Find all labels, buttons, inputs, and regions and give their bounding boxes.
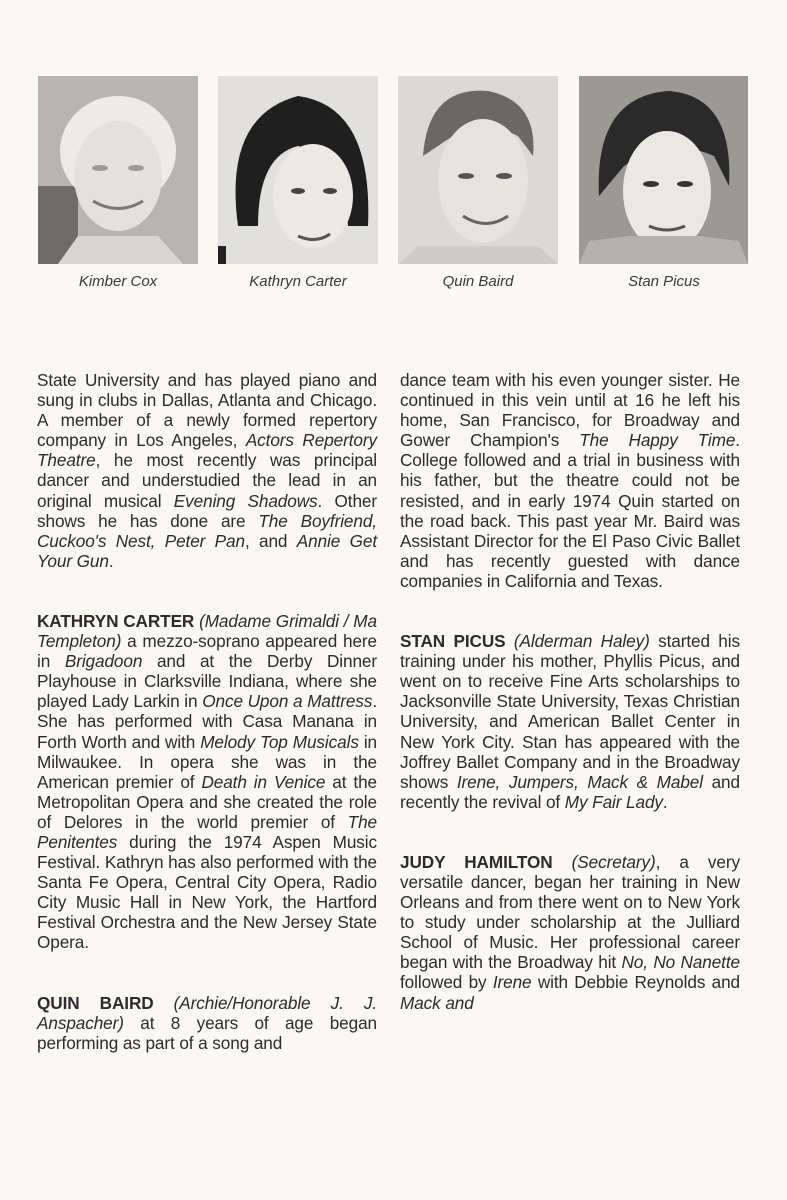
photo-kimber-cox: [38, 76, 198, 264]
bio-stan-picus: STAN PICUS (Alderman Haley) started his training under his mother, Phyllis Picus, and went on to receive Fine Arts scholarships to Jacksonville State University, Texas Christian University, and American Ballet Center in New York City. Stan has appeared with the Joffrey Ballet Company and in the Broadway shows Irene, Jumpers, Mack & Mabel and recently the revival of My Fair Lady.: [400, 631, 740, 812]
photo-stan-picus: [579, 76, 748, 264]
bio-role: (Alderman Haley): [513, 631, 650, 652]
portrait-image: [218, 76, 378, 264]
bio-role: (Archie/Honorable J. J. Anspacher): [37, 992, 377, 1033]
portrait-image: [579, 76, 748, 264]
left-column: [37, 370, 377, 1053]
portrait-image: [38, 76, 198, 264]
caption-quin-baird: Quin Baird: [442, 273, 514, 290]
bio-quin-baird-continued: dance team with his even younger sister. He continued in this vein until at 16 he left his home, San Francisco, for Broadway and Gower Champion's The Happy Time. College followed and a trial in business with his father, but the theatre could not be resisted, and in early 1974 Quin started on the road back. This past year Mr. Baird was Assistant Director for the El Paso Civic Ballet and has recently guested with dance companies in California and Texas.: [400, 370, 740, 591]
photo-quin-baird: [398, 76, 558, 264]
portrait-image: [398, 76, 558, 264]
photo-kathryn-carter: [218, 76, 378, 264]
caption-kathryn-carter: Kathryn Carter: [249, 273, 347, 290]
bio-role: (Madame Grimaldi / Ma Templeton): [37, 610, 377, 652]
bio-judy-hamilton: JUDY HAMILTON (Secretary), a very versatile dancer, began her training in New Orleans and from there went on to New York to study under scholarship at the Julliard School of Music. Her professional career began with the Broadway hit No, No Nanette followed by Irene with Debbie Reynolds and Mack and: [400, 851, 740, 1013]
caption-stan-picus: Stan Picus: [628, 273, 700, 290]
bio-name: KATHRYN CARTER: [37, 610, 195, 631]
caption-kimber-cox: Kimber Cox: [78, 273, 158, 290]
bio-name: JUDY HAMILTON: [400, 851, 553, 872]
bio-kathryn-carter: KATHRYN CARTER (Madame Grimaldi / Ma Templeton) a mezzo-soprano appeared here in Brigadoon and at the Derby Dinner Playhouse in Clarksville Indiana, where she played Lady Larkin in Once Upon a Mattress. She has performed with Casa Manana in Forth Worth and with Melody Top Musicals in Milwaukee. In opera she was in the American premier of Death in Venice at the Metropolitan Opera and she created the role of Delores in the world premier of The Penitentes during the 1974 Aspen Music Festival. Kathryn has also performed with the Santa Fe Opera, Central City Opera, Radio City Music Hall in New York, the Hartford Festival Orchestra and the New Jersey State Opera.: [37, 610, 378, 953]
bio-continuation-intro: State University and has played piano and sung in clubs in Dallas, Atlanta and Chicago. A member of a newly formed repertory company in Los Angeles, Actors Repertory Theatre, he most recently was principal dancer and understudied the lead in an original musical Evening Shadows. Other shows he has done are The Boyfriend, Cuckoo's Nest, Peter Pan, and Annie Get Your Gun.: [37, 370, 378, 571]
bio-name: QUIN BAIRD: [37, 992, 154, 1013]
bio-name: STAN PICUS: [400, 631, 506, 652]
right-column: [400, 370, 740, 1013]
bio-quin-baird: QUIN BAIRD (Archie/Honorable J. J. Anspacher) at 8 years of age began performing as part of a song and: [37, 992, 377, 1053]
bio-role: (Secretary): [571, 851, 656, 872]
